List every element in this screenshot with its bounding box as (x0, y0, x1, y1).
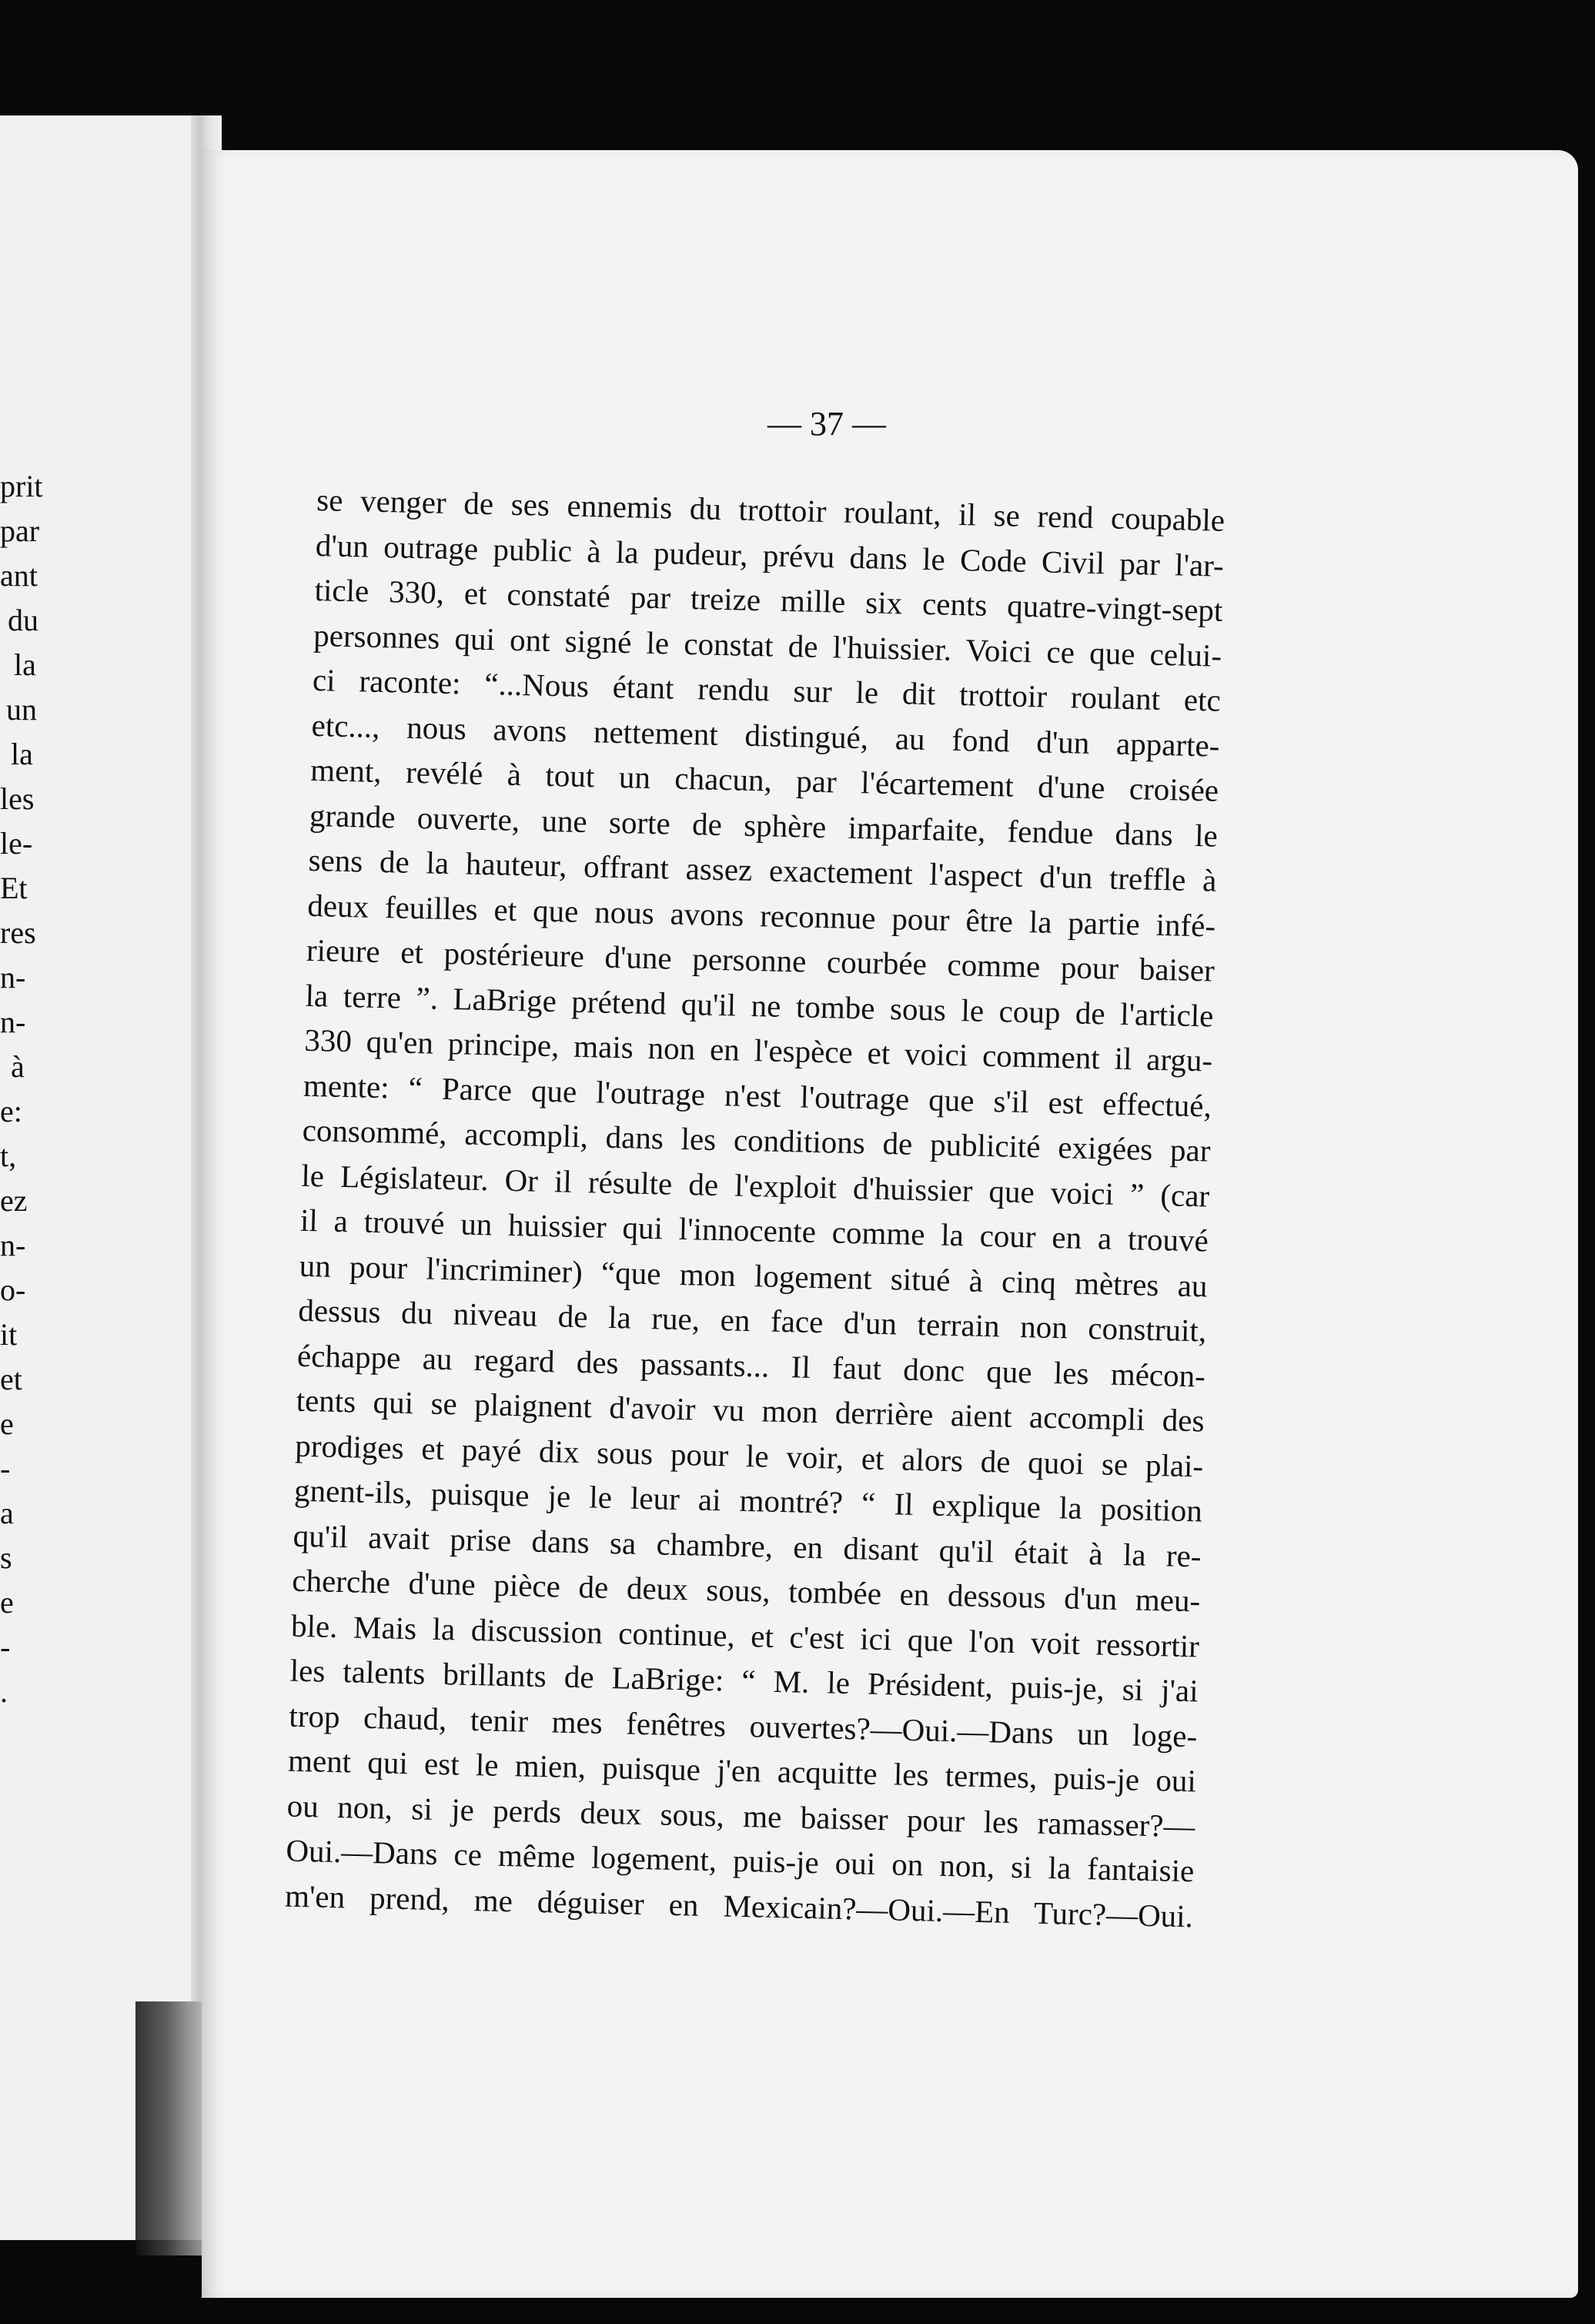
text-line: tents qui se plaignent d'avoir vu mon derrière aient accompli des (296, 1382, 1205, 1439)
left-page-fragment: le- (0, 826, 33, 861)
left-page-fragment: it (0, 1317, 18, 1352)
book-page (202, 150, 1578, 2298)
left-page-fragment: n- (0, 960, 26, 995)
text-line: etc..., nous avons nettement distingué, au fond d'un apparte- (311, 707, 1220, 764)
text-line: échappe au regard des passants... Il faut donc que les mécon- (296, 1337, 1206, 1393)
text-line: trop chaud, tenir mes fenêtres ouvertes?—Oui.—Dans un loge- (288, 1697, 1198, 1754)
left-page-fragment: e (0, 1585, 14, 1620)
left-page-fragment: ez (0, 1183, 28, 1218)
text-line: qu'il avait prise dans sa chambre, en disant qu'il était à la re- (293, 1517, 1202, 1573)
text-line: consommé, accompli, dans les conditions de publicité exigées par (302, 1112, 1211, 1169)
text-line: d'un outrage public à la pudeur, prévu dans le Code Civil par l'ar- (315, 527, 1225, 584)
left-page-fragment: la (14, 647, 36, 682)
text-line: personnes qui ont signé le constat de l'huissier. Voici ce que celui- (313, 617, 1222, 674)
left-page-fragment: . (0, 1674, 8, 1709)
left-page-fragment: n- (0, 1228, 26, 1262)
text-line: ou non, si je perds deux sous, me baisser pour les ramasser?— (286, 1787, 1196, 1844)
text-line: la terre ”. LaBrige prétend qu'il ne tombe sous le coup de l'article (305, 977, 1214, 1034)
left-page-fragment: - (0, 1451, 11, 1486)
text-line: le Législateur. Or il résulte de l'exploit d'huissier que voici ” (car (300, 1157, 1210, 1214)
left-page-fragment: un (6, 692, 37, 727)
book-spine-shadow (135, 2001, 212, 2255)
left-page-fragment: res (0, 915, 36, 950)
left-page-fragment: n- (0, 1005, 26, 1039)
left-page-fragment: ant (0, 558, 38, 593)
left-page-fragment: t, (0, 1139, 17, 1173)
text-line: rieure et postérieure d'une personne courbée comme pour baiser (306, 931, 1215, 988)
text-line: ment qui est le mien, puisque j'en acquitte les termes, puis-je oui (287, 1742, 1197, 1799)
text-line: il a trouvé un huissier qui l'innocente comme la cour en a trouvé (299, 1202, 1209, 1259)
left-page-fragment: du (8, 603, 38, 637)
text-line: Oui.—Dans ce même logement, puis-je oui on non, si la fantaisie (286, 1832, 1195, 1889)
text-line: prodiges et payé dix sous pour le voir, et alors de quoi se plai- (294, 1427, 1204, 1483)
text-line: se venger de ses ennemis du trottoir roulant, il se rend coupable (316, 481, 1226, 538)
left-page-fragment: à (11, 1049, 25, 1084)
text-line: 330 qu'en principe, mais non en l'espèce et voici comment il argu- (303, 1022, 1213, 1078)
left-page-fragment: - (0, 1630, 11, 1664)
text-line: les talents brillants de LaBrige: “ M. le Président, puis-je, si j'ai (289, 1652, 1199, 1709)
text-line: cherche d'une pièce de deux sous, tombée en dessous d'un meu- (291, 1562, 1201, 1619)
page-number: — 37 — (767, 405, 886, 443)
text-line: ci raconte: “...Nous étant rendu sur le dit trottoir roulant etc (312, 661, 1222, 718)
left-page-fragment: Et (0, 871, 28, 905)
text-line: grande ouverte, une sorte de sphère imparfaite, fendue dans le (309, 797, 1219, 854)
left-page-fragment: s (0, 1540, 12, 1575)
text-line: sens de la hauteur, offrant assez exactement l'aspect d'un treffle à (308, 841, 1217, 898)
text-line: un pour l'incriminer) “que mon logement situé à cinq mètres au (299, 1247, 1208, 1304)
text-line: deux feuilles et que nous avons reconnue pour être la partie infé- (306, 887, 1216, 944)
left-page-fragment: les (0, 781, 35, 816)
left-page-fragment: a (0, 1496, 14, 1530)
left-page-fragment: e: (0, 1094, 22, 1129)
page-body-text (285, 477, 1226, 1938)
left-page-fragment: la (11, 737, 33, 771)
text-line: ticle 330, et constaté par treize mille six cents quatre-vingt-sept (314, 571, 1223, 628)
text-line: dessus du niveau de la rue, en face d'un terrain non construit, (297, 1292, 1207, 1349)
left-page-fragment: par (0, 513, 40, 548)
text-line: ment, revélé à tout un chacun, par l'écartement d'une croisée (309, 751, 1219, 808)
text-line: m'en prend, me déguiser en Mexicain?—Oui.—En Turc?—Oui. (284, 1878, 1194, 1934)
left-page-fragment: prit (0, 469, 43, 503)
text-line: ble. Mais la discussion continue, et c'est ici que l'on voit ressortir (290, 1607, 1200, 1664)
text-line: gnent-ils, puisque je le leur ai montré? “ Il explique la position (293, 1472, 1203, 1529)
left-page-fragment: e (0, 1406, 14, 1441)
left-page-fragment: o- (0, 1272, 26, 1307)
left-page-fragment: et (0, 1362, 22, 1396)
text-line: mente: “ Parce que l'outrage n'est l'outrage que s'il est effectué, (303, 1067, 1212, 1124)
